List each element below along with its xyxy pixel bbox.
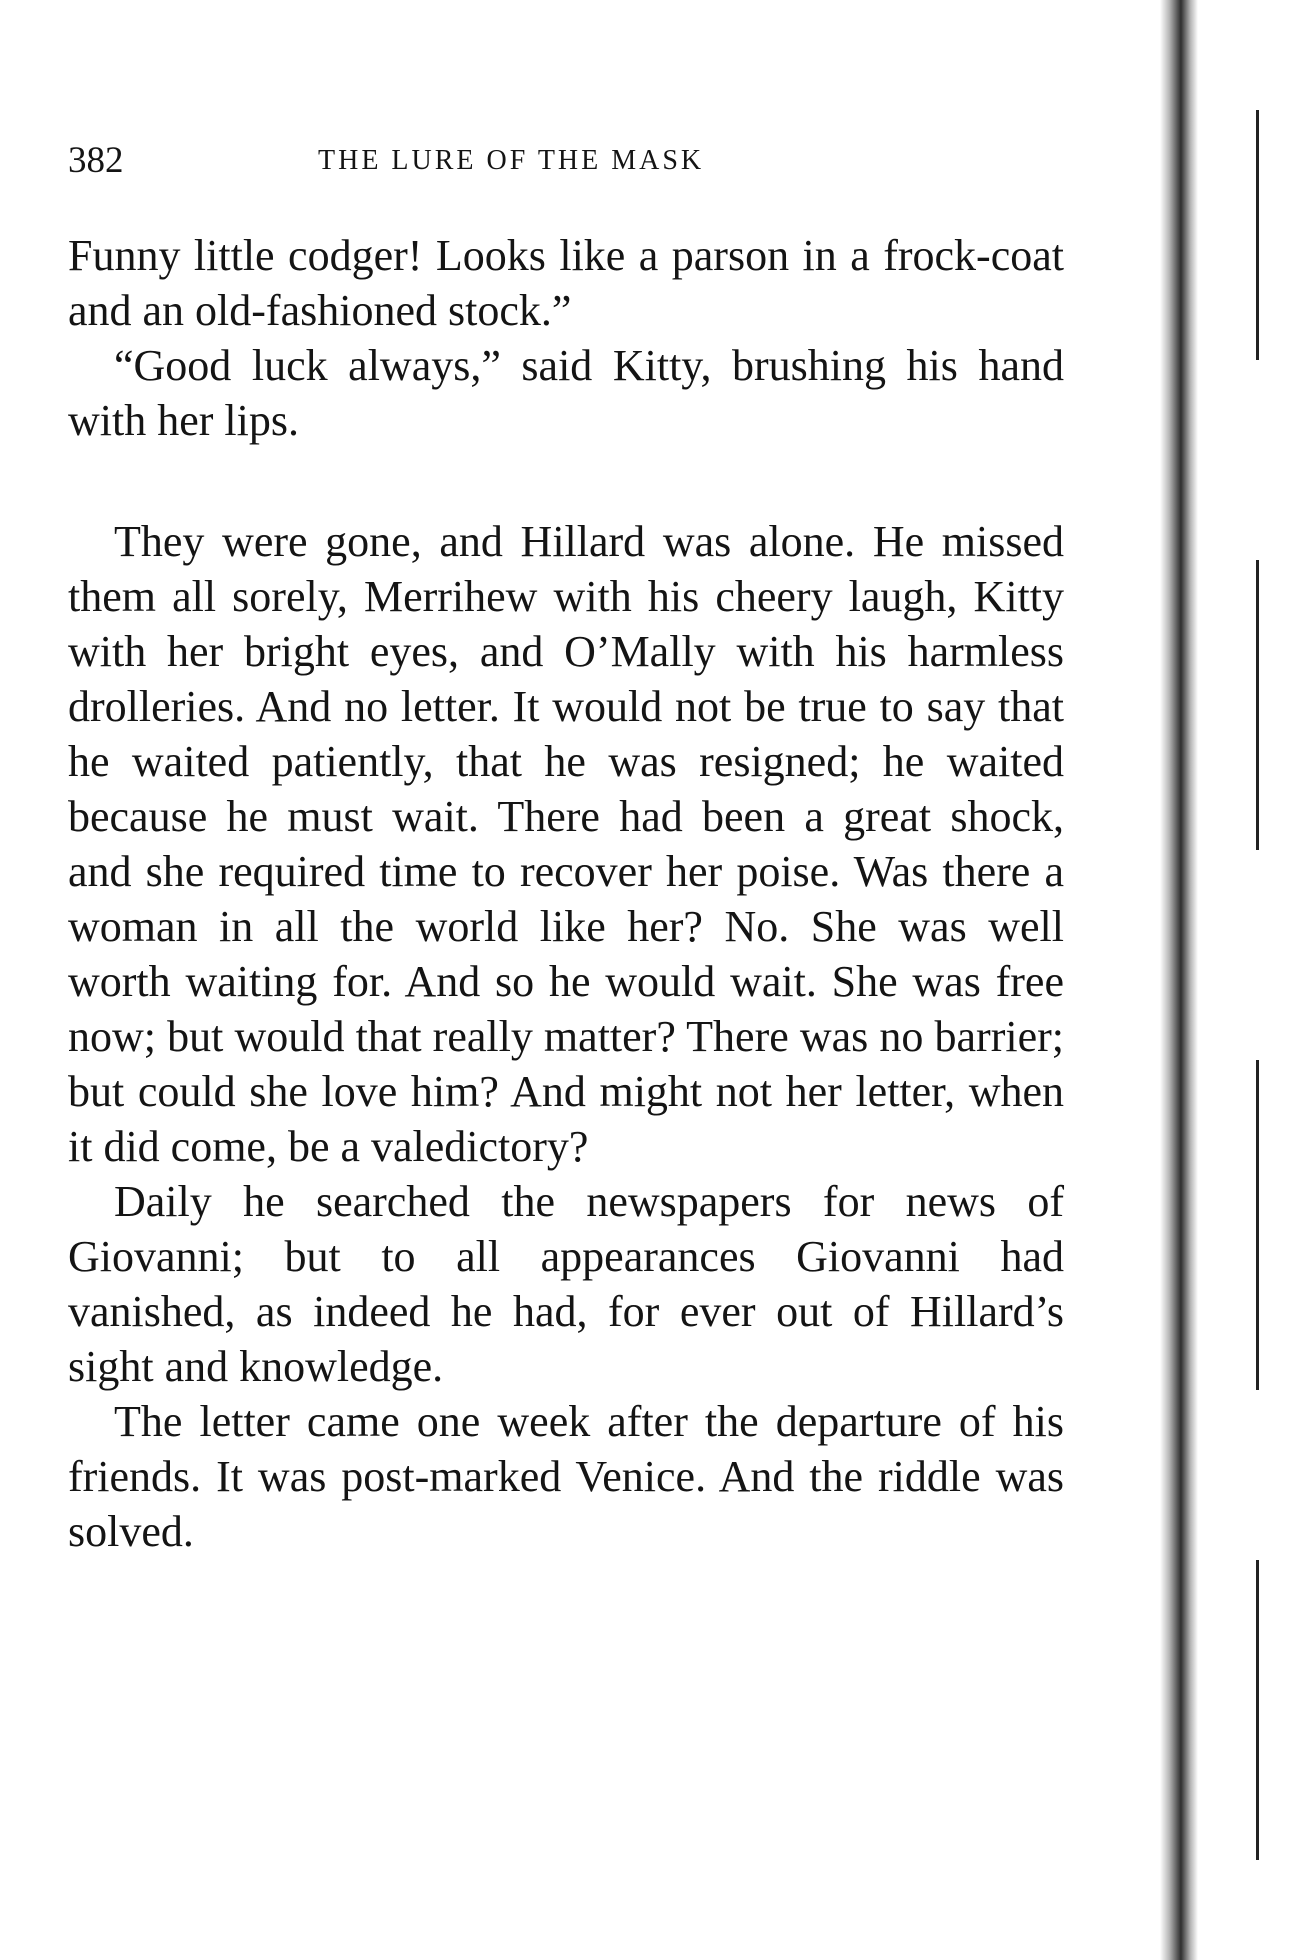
page-edge-line: [1256, 110, 1259, 360]
running-head: THE LURE OF THE MASK: [318, 145, 705, 176]
paragraph-letter-came: The letter came one week after the departure of his friends. It was post-marked Venice. And the riddle was solved.: [68, 1397, 1064, 1556]
page-edge-line: [1256, 1060, 1259, 1390]
section-break: [68, 448, 1064, 514]
paragraph-kitty-farewell: “Good luck always,” said Kitty, brushing his hand with her lips.: [68, 341, 1064, 445]
page-number: 382: [68, 140, 124, 181]
paragraph-continuation: Funny little codger! Looks like a parson in a frock-coat and an old-fashioned stock.”: [68, 231, 1064, 335]
paragraph-hillard-alone: They were gone, and Hillard was alone. He missed them all sorely, Merrihew with his cheery laugh, Kitty with her bright eyes, and O’Mally with his harmless drolleries. And no letter. It would not be true to say that he waited patiently, that he was resigned; he waited because he must wait. There had been a great shock, and she required time to recover her poise. Was there a woman in all the world like her? No. She was well worth waiting for. And so he would wait. She was free now; but would that really matter? There was no barrier; but could she love him? And might not her letter, when it did come, be a valedictory?: [68, 517, 1064, 1171]
paragraph-giovanni-vanished: Daily he searched the newspapers for news of Giovanni; but to all appearances Giovanni had vanished, as indeed he had, for ever out of Hillard’s sight and knowledge.: [68, 1177, 1064, 1391]
binding-gutter-shadow: [1160, 0, 1198, 1960]
page-header: [68, 136, 828, 186]
body-text: [68, 228, 1064, 1559]
page-edge-line: [1256, 560, 1259, 850]
page-edge-line: [1256, 1560, 1259, 1860]
